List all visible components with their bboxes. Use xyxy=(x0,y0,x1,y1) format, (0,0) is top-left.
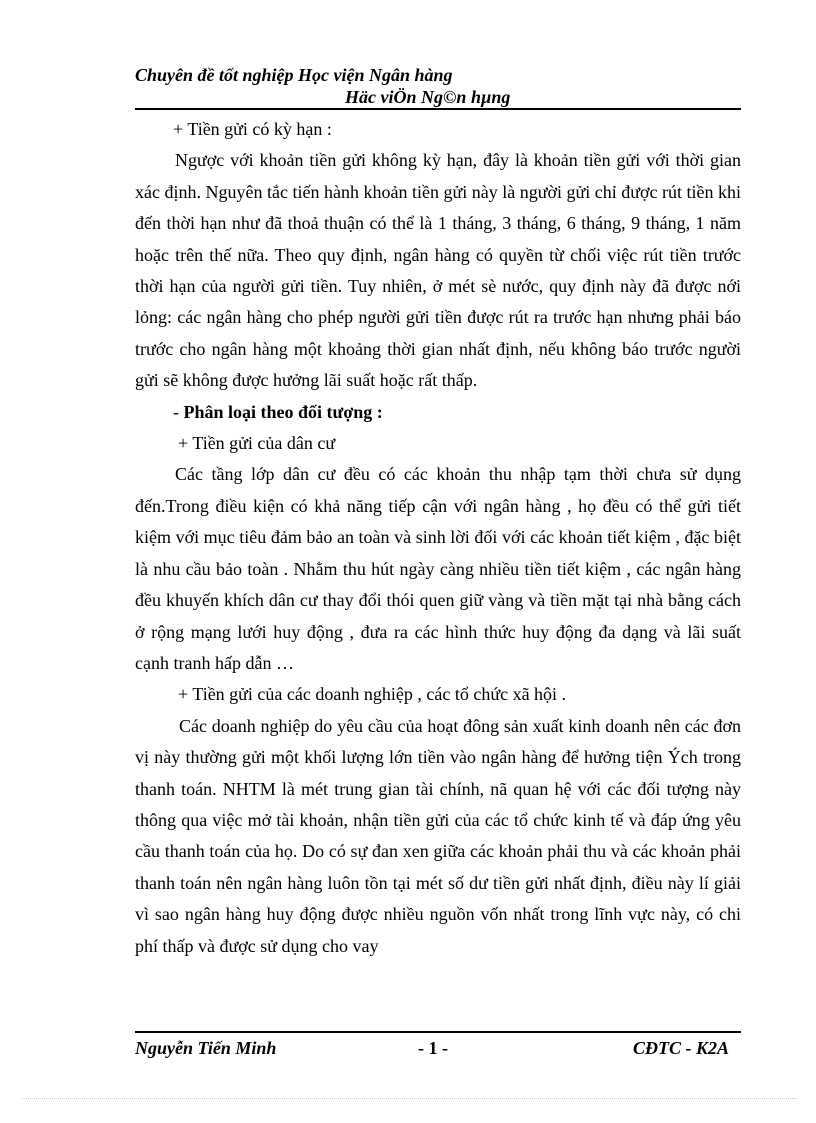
paragraph-resident-deposit: Các tầng lớp dân cư đều có các khoản thu nhập tạm thời chưa sử dụng đến.Trong điều kiện có khả năng tiếp cận với ngân hàng , họ đều có thể gửi tiết kiệm với mục tiêu đảm bảo an toàn và sinh lời đối với các khoản tiết kiệm , đặc biệt là nhu cầu bảo toàn . Nhằm thu hút ngày càng nhiều tiền tiết kiệm , các ngân hàng đều khuyến khích dân cư thay đổi thói quen giữ vàng và tiền mặt tại nhà bằng cách ở rộng mạng lưới huy động , đưa ra các hình thức huy động đa dạng và lãi suất cạnh tranh hấp dẫn … xyxy=(135,464,741,673)
paragraph-term-deposit: Ngược với khoản tiền gửi không kỳ hạn, đây là khoản tiền gửi với thời gian xác định. Nguyên tắc tiến hành khoản tiền gửi này là người gửi chỉ được rút tiền khi đến thời hạn như đã thoả thuận có thể là 1 tháng, 3 tháng, 6 tháng, 9 tháng, 1 năm hoặc trên thế nữa. Theo quy định, ngân hàng có quyền từ chối việc rút tiền trước thời hạn của người gửi tiền. Tuy nhiên, ở mét sè nước, quy định này đã được nới lỏng: các ngân hàng cho phép người gửi tiền được rút ra trước hạn nhưng phải báo trước cho ngân hàng một khoảng thời gian nhất định, nếu không báo trước người gửi sẽ không được hưởng lãi suất hoặc rất thấp. xyxy=(135,150,741,391)
header-subtitle: Häc viÖn Ng©n hµng xyxy=(345,87,511,107)
section-term-deposit: + Tiền gửi có kỳ hạn : xyxy=(173,119,332,139)
header-title: Chuyên đề tốt nghiệp Học viện Ngân hàng xyxy=(135,65,453,85)
heading-dash: - xyxy=(173,401,184,422)
document-body xyxy=(135,114,741,962)
heading-text: Phân loại theo đối tượng : xyxy=(183,401,383,422)
paragraph-enterprise-deposit: Các doanh nghiệp do yêu cầu của hoạt đông sản xuất kinh doanh nên các đơn vị này thường gửi một khối lượng lớn tiền vào ngân hàng để hưởng tiện Ých trong thanh toán. NHTM là mét trung gian tài chính, nã quan hệ với các đối tượng này thông qua việc mở tài khoản, nhận tiền gửi của các tổ chức kinh tế và đáp ứng yêu cầu thanh toán của họ. Do có sự đan xen giữa các khoản phải thu và các khoản phải thanh toán nên ngân hàng luôn tồn tại mét số dư tiền gửi nhất định, điều này lí giải vì sao ngân hàng huy động được nhiều nguồn vốn nhất trong lĩnh vực này, có chi phí thấp và được sử dụng cho vay xyxy=(135,715,741,956)
page-bottom-dotted-border xyxy=(22,1098,797,1099)
footer-class-code: CĐTC - K2A xyxy=(632,1038,729,1058)
page-header xyxy=(135,64,741,108)
footer-author: Nguyễn Tiến Minh xyxy=(135,1038,277,1058)
header-divider xyxy=(135,108,741,110)
page-number: - 1 - xyxy=(418,1038,448,1058)
footer-divider xyxy=(135,1031,741,1033)
section-enterprise-deposit: + Tiền gửi của các doanh nghiệp , các tổ chức xã hội . xyxy=(178,684,567,705)
section-heading xyxy=(135,397,741,428)
page-footer xyxy=(135,1038,741,1062)
section-resident-deposit: + Tiền gửi của dân cư xyxy=(178,433,336,454)
